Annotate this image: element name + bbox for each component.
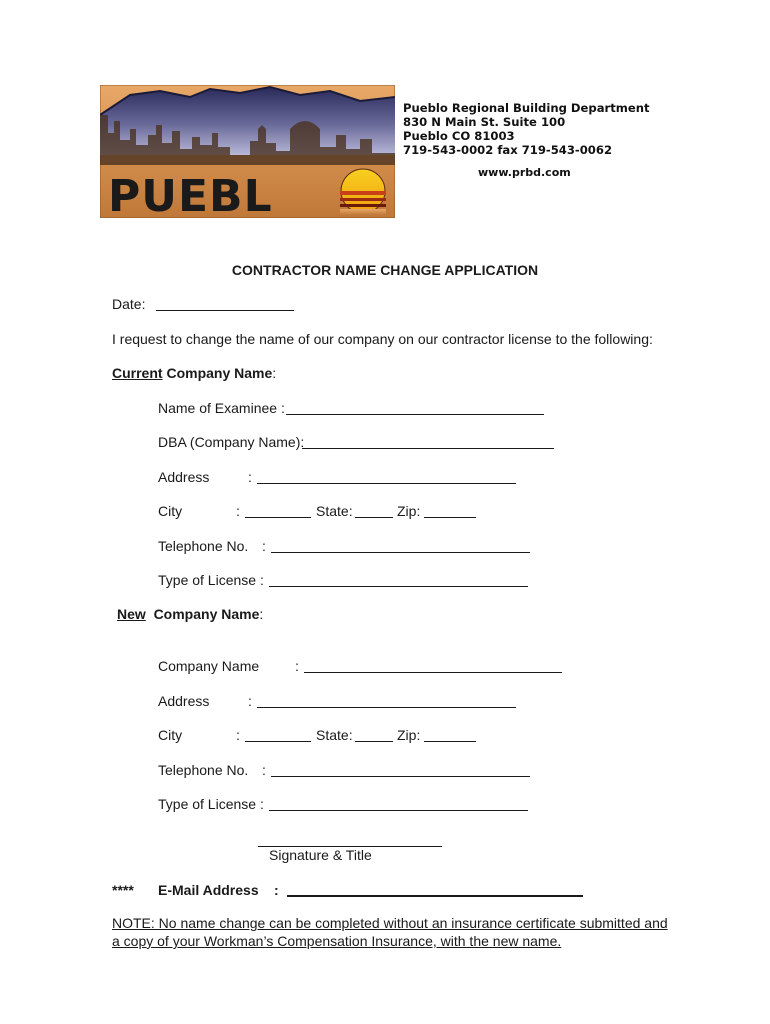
org-address: 830 N Main St. Suite 100 (403, 115, 566, 129)
examinee-field[interactable] (286, 414, 544, 415)
signature-label: Signature & Title (269, 847, 372, 863)
current-license-label: Type of License (158, 572, 257, 588)
new-heading-colon: : (259, 606, 264, 622)
new-city-label: City (158, 727, 183, 743)
form-title: CONTRACTOR NAME CHANGE APPLICATION (231, 262, 539, 278)
examinee-label: Name of Examinee : (158, 400, 285, 416)
current-license-sep: : (260, 572, 264, 588)
org-contact-block (403, 101, 650, 157)
current-telephone-field[interactable] (271, 552, 530, 553)
email-sep: : (274, 882, 279, 898)
current-address-sep: : (248, 469, 252, 485)
email-field[interactable] (287, 895, 583, 897)
new-zip-label: Zip: (397, 727, 421, 743)
current-heading-colon: : (272, 365, 277, 381)
org-name: Pueblo Regional Building Department (403, 101, 650, 115)
current-license-field[interactable] (269, 586, 528, 587)
pueblo-logo (100, 85, 395, 218)
org-city: Pueblo CO 81003 (403, 129, 515, 143)
org-website[interactable]: www.prbd.com (478, 166, 571, 179)
new-state-label: State: (316, 727, 353, 743)
email-prefix: **** (112, 882, 134, 898)
current-heading (112, 365, 276, 381)
org-phone: 719-543-0002 fax 719-543-0062 (403, 143, 613, 157)
current-telephone-sep: : (262, 538, 266, 554)
logo-text: PUEBL (108, 171, 273, 218)
current-address-field[interactable] (257, 483, 516, 484)
new-address-field[interactable] (257, 707, 516, 708)
current-zip-label: Zip: (397, 503, 421, 519)
new-address-sep: : (248, 693, 252, 709)
new-license-sep: : (260, 796, 264, 812)
new-city-sep: : (236, 727, 240, 743)
new-state-field[interactable] (355, 741, 393, 742)
current-heading-underlined: Current (112, 365, 163, 381)
note-text: NOTE: No name change can be completed without an insurance certificate submitted and a copy of your Workman’s Compensation Insurance, with the new name. (112, 915, 668, 949)
new-heading (117, 606, 263, 622)
current-address-label: Address (158, 469, 210, 485)
current-city-field[interactable] (245, 517, 311, 518)
new-city-field[interactable] (245, 741, 311, 742)
new-company-label: Company Name (158, 658, 260, 674)
new-zip-field[interactable] (424, 741, 476, 742)
new-heading-underlined: New (117, 606, 146, 622)
current-city-label: City (158, 503, 183, 519)
new-license-label: Type of License (158, 796, 257, 812)
new-telephone-label: Telephone No. (158, 762, 249, 778)
dba-field[interactable] (302, 448, 554, 449)
current-zip-field[interactable] (424, 517, 476, 518)
date-label: Date: (112, 296, 146, 312)
current-state-field[interactable] (355, 517, 393, 518)
current-city-sep: : (236, 503, 240, 519)
email-label: E-Mail Address (158, 882, 259, 898)
current-telephone-label: Telephone No. (158, 538, 249, 554)
current-state-label: State: (316, 503, 353, 519)
new-telephone-sep: : (262, 762, 266, 778)
current-heading-rest: Company Name (162, 365, 273, 381)
new-company-sep: : (295, 658, 299, 674)
dba-label: DBA (Company Name): (158, 434, 305, 450)
new-address-label: Address (158, 693, 210, 709)
new-company-field[interactable] (304, 672, 562, 673)
request-text: I request to change the name of our company on our contractor license to the following: (112, 331, 653, 347)
date-field[interactable] (156, 310, 294, 311)
new-telephone-field[interactable] (271, 776, 530, 777)
new-heading-rest: Company Name (145, 606, 260, 622)
new-license-field[interactable] (269, 810, 528, 811)
